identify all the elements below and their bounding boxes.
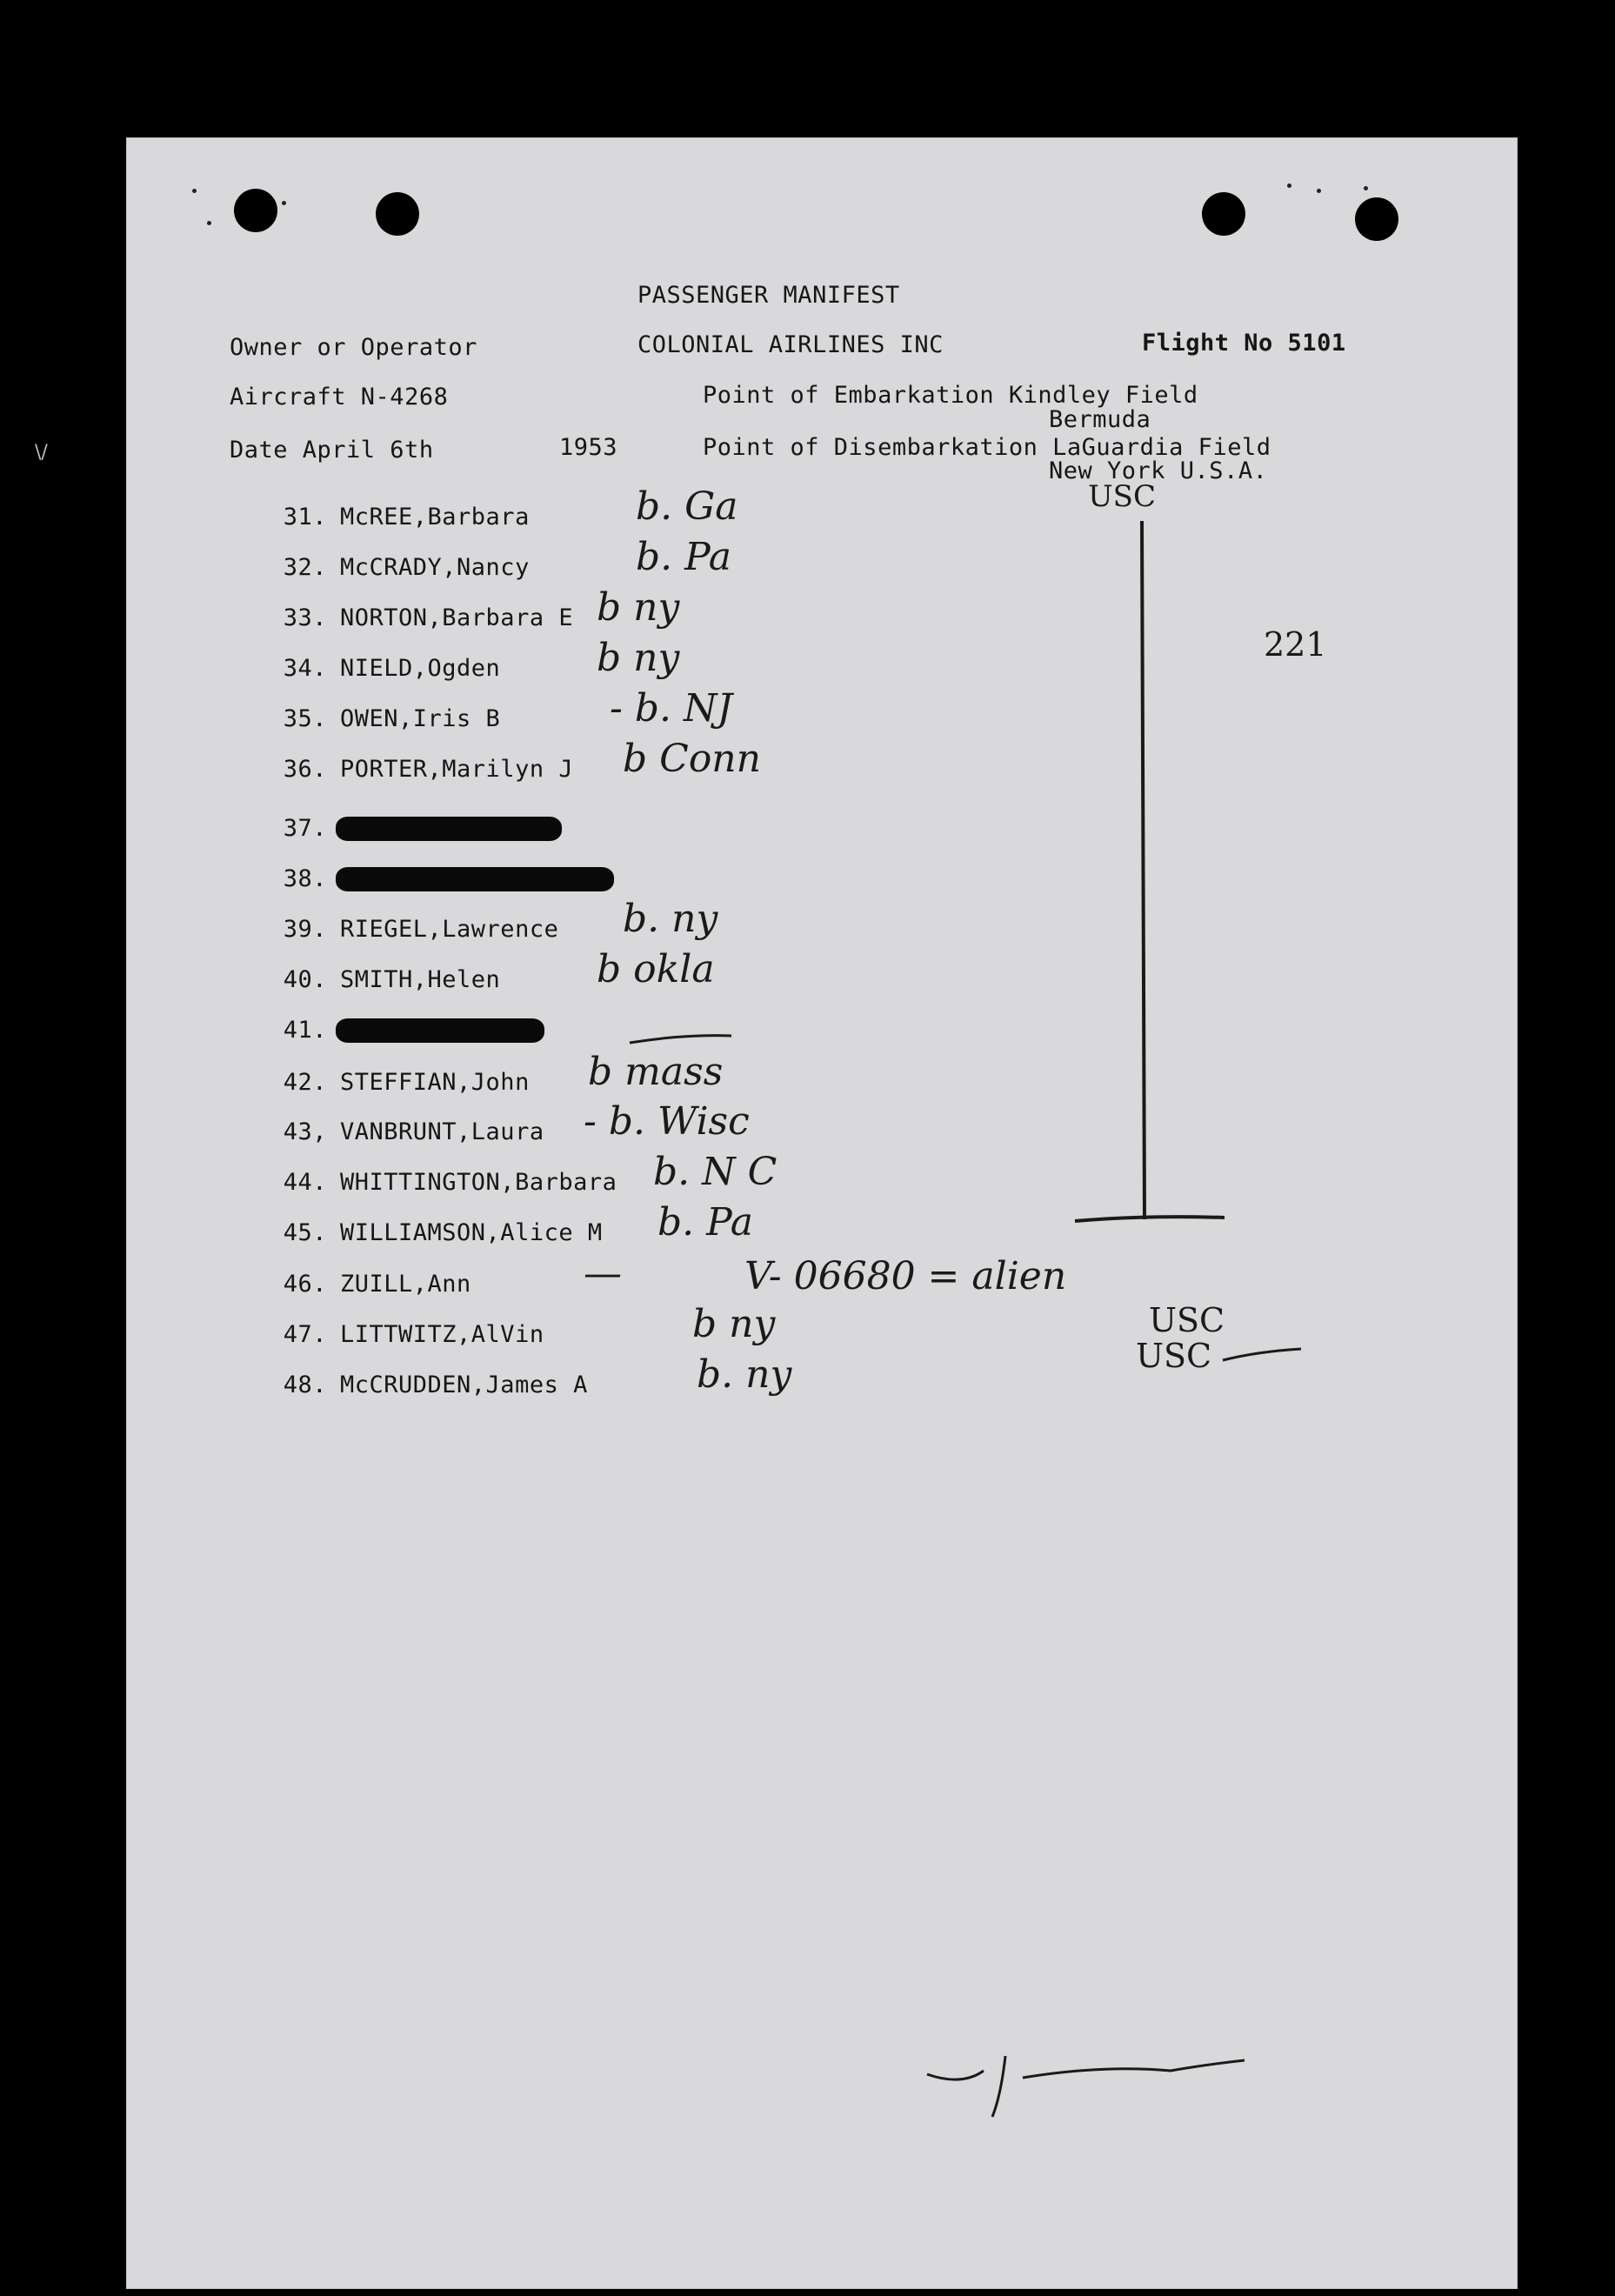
- passenger-number: 44.: [283, 1169, 327, 1196]
- passenger-number: 34.: [283, 655, 327, 682]
- bracket-vertical-line: [1142, 521, 1145, 1219]
- birthplace-note: b Conn: [623, 737, 761, 781]
- passenger-number: 38.: [283, 865, 327, 892]
- passenger-number: 41.: [283, 1017, 327, 1044]
- embarkation-line2: Bermuda: [1049, 406, 1151, 433]
- passenger-number: 31.: [283, 504, 327, 531]
- smith-strike: [630, 1036, 731, 1043]
- passenger-name: OWEN,Iris B: [340, 705, 501, 732]
- passenger-number: 39.: [283, 916, 327, 943]
- manifest-title: PASSENGER MANIFEST: [637, 282, 900, 309]
- usc-underline-2: [1223, 1349, 1301, 1360]
- passenger-name: NORTON,Barbara E: [340, 604, 574, 631]
- aircraft: Aircraft N-4268: [230, 384, 449, 410]
- disembarkation-line2: New York U.S.A.: [1049, 457, 1268, 484]
- margin-mark: \/: [35, 442, 48, 464]
- passenger-name: McREE,Barbara: [340, 504, 530, 531]
- passenger-number: 43,: [283, 1118, 327, 1145]
- flight-date: Date April 6th: [230, 437, 434, 464]
- passenger-number: 35.: [283, 705, 327, 732]
- manifest-page: [126, 137, 1518, 2289]
- birthplace-note: b. Pa: [636, 535, 731, 579]
- passenger-number: 40.: [283, 966, 327, 993]
- usc-annotation-top: USC: [1088, 479, 1156, 514]
- birthplace-note: —: [584, 1251, 622, 1296]
- birthplace-note: b. Pa: [657, 1200, 753, 1245]
- passenger-number: 37.: [283, 815, 327, 842]
- usc-annotation-1: USC: [1149, 1301, 1225, 1339]
- birthplace-note: b ny: [597, 636, 680, 680]
- passenger-name: ZUILL,Ann: [340, 1271, 471, 1298]
- passenger-name: McCRUDDEN,James A: [340, 1372, 588, 1398]
- birthplace-note: b ny: [692, 1302, 776, 1346]
- passenger-name: PORTER,Marilyn J: [340, 756, 574, 783]
- birthplace-note: b. Ga: [636, 484, 738, 529]
- passenger-number: 46.: [283, 1271, 327, 1298]
- passenger-name: VANBRUNT,Laura: [340, 1118, 544, 1145]
- page-number: 221: [1264, 625, 1327, 664]
- owner-value: COLONIAL AIRLINES INC: [637, 331, 944, 358]
- birthplace-note: - b. NJ: [610, 686, 733, 731]
- passenger-name: WHITTINGTON,Barbara: [340, 1169, 617, 1196]
- passenger-number: 45.: [283, 1219, 327, 1246]
- passenger-number: 47.: [283, 1321, 327, 1348]
- flight-year: 1953: [559, 434, 618, 461]
- birthplace-note: b. ny: [623, 897, 718, 941]
- passenger-number: 36.: [283, 756, 327, 783]
- alien-annotation: V- 06680 = alien: [744, 1254, 1067, 1298]
- passenger-name: WILLIAMSON,Alice M: [340, 1219, 603, 1246]
- owner-label: Owner or Operator: [230, 334, 477, 361]
- passenger-number: 32.: [283, 554, 327, 581]
- birthplace-note: b okla: [597, 947, 715, 991]
- passenger-name: McCRADY,Nancy: [340, 554, 530, 581]
- bracket-foot: [1075, 1217, 1225, 1221]
- ink-marks: [127, 138, 1517, 2288]
- flight-number: Flight No 5101: [1142, 330, 1346, 357]
- birthplace-note: b ny: [597, 585, 680, 630]
- birthplace-note: b. N C: [653, 1150, 777, 1194]
- passenger-number: 48.: [283, 1372, 327, 1398]
- birthplace-note: b. ny: [697, 1352, 792, 1397]
- usc-annotation-2: USC: [1136, 1337, 1212, 1375]
- passenger-name: NIELD,Ogden: [340, 655, 501, 682]
- birthplace-note: - b. Wisc: [584, 1099, 750, 1144]
- passenger-number: 42.: [283, 1069, 327, 1096]
- passenger-name: STEFFIAN,John: [340, 1069, 530, 1096]
- embarkation: Point of Embarkation Kindley Field: [703, 382, 1198, 409]
- birthplace-note: b mass: [588, 1050, 724, 1094]
- disembarkation: Point of Disembarkation LaGuardia Field: [703, 434, 1271, 461]
- passenger-number: 33.: [283, 604, 327, 631]
- passenger-name: LITTWITZ,AlVin: [340, 1321, 544, 1348]
- passenger-name: SMITH,Helen: [340, 966, 501, 993]
- passenger-name: RIEGEL,Lawrence: [340, 916, 559, 943]
